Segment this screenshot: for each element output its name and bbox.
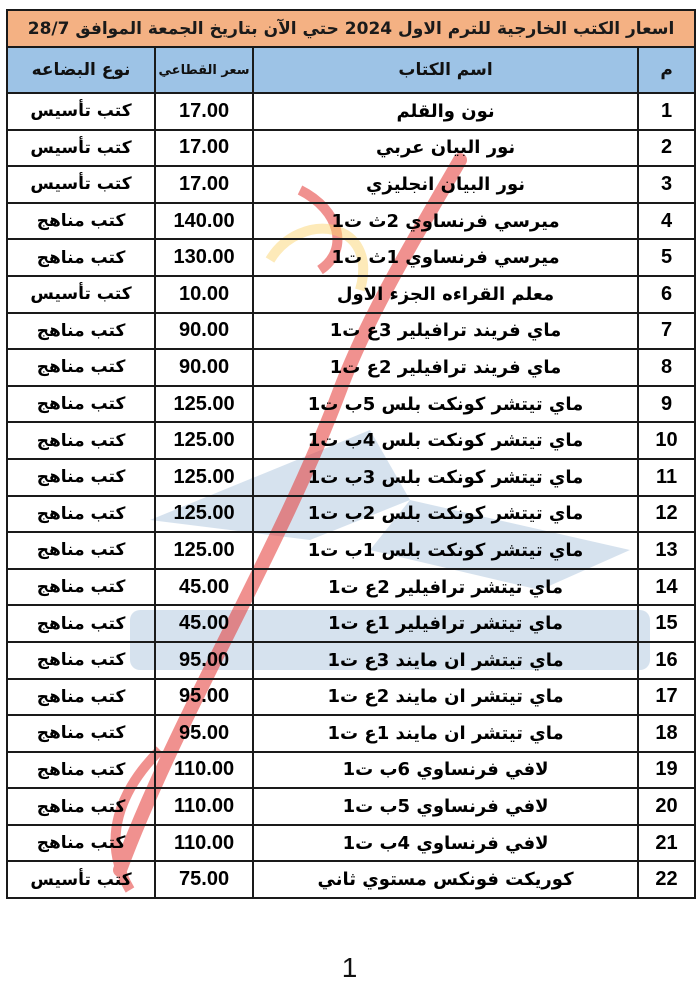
book-name: ماي تيتشر ترافيلير 1ع ت1 [253,605,638,642]
row-index: 18 [638,715,695,752]
unit-price: 125.00 [155,496,253,533]
unit-price: 90.00 [155,349,253,386]
unit-price: 110.00 [155,788,253,825]
goods-type: كتب مناهج [7,203,155,240]
table-row [7,679,695,716]
book-name: نور البيان عربي [253,130,638,167]
row-index: 4 [638,203,695,240]
goods-type: كتب تأسيس [7,130,155,167]
row-index: 14 [638,569,695,606]
table-row [7,203,695,240]
book-name: ماي تيتشر كونكت بلس 1ب ت1 [253,532,638,569]
book-name: ماي تيتشر كونكت بلس 2ب ت1 [253,496,638,533]
table-row [7,642,695,679]
goods-type: كتب تأسيس [7,861,155,898]
row-index: 17 [638,679,695,716]
book-name: نون والقلم [253,93,638,130]
table-row [7,788,695,825]
row-index: 3 [638,166,695,203]
book-name: معلم القراءه الجزء الاول [253,276,638,313]
book-name: كوريكت فونكس مستوي ثاني [253,861,638,898]
unit-price: 17.00 [155,130,253,167]
book-name: ماي تيتشر كونكت بلس 5ب ت1 [253,386,638,423]
table-row [7,166,695,203]
table-row [7,532,695,569]
row-index: 6 [638,276,695,313]
goods-type: كتب مناهج [7,349,155,386]
unit-price: 45.00 [155,605,253,642]
goods-type: كتب تأسيس [7,276,155,313]
unit-price: 45.00 [155,569,253,606]
row-index: 8 [638,349,695,386]
book-name: ماي تيتشر ترافيلير 2ع ت1 [253,569,638,606]
unit-price: 75.00 [155,861,253,898]
column-header-unit-price: سعر القطاعي [155,47,253,93]
book-name: لافي فرنساوي 4ب ت1 [253,825,638,862]
page-number: 1 [341,952,358,983]
unit-price: 125.00 [155,532,253,569]
book-name: ماي تيتشر ان مايند 2ع ت1 [253,679,638,716]
row-index: 13 [638,532,695,569]
book-name: ماي تيتشر كونكت بلس 3ب ت1 [253,459,638,496]
table-row [7,386,695,423]
unit-price: 125.00 [155,459,253,496]
row-index: 10 [638,422,695,459]
book-name: ماي فريند ترافيلير 3ع ت1 [253,313,638,350]
goods-type: كتب مناهج [7,679,155,716]
unit-price: 125.00 [155,386,253,423]
column-header-index: م [638,47,695,93]
unit-price: 110.00 [155,825,253,862]
goods-type: كتب مناهج [7,715,155,752]
row-index: 9 [638,386,695,423]
column-header-book-name: اسم الكتاب [253,47,638,93]
row-index: 7 [638,313,695,350]
title-row [7,10,695,47]
unit-price: 125.00 [155,422,253,459]
book-name: ماي فريند ترافيلير 2ع ت1 [253,349,638,386]
goods-type: كتب مناهج [7,605,155,642]
goods-type: كتب مناهج [7,788,155,825]
price-sheet [6,9,694,899]
unit-price: 140.00 [155,203,253,240]
table-row [7,349,695,386]
unit-price: 95.00 [155,642,253,679]
table-row [7,130,695,167]
table-row [7,496,695,533]
goods-type: كتب مناهج [7,313,155,350]
row-index: 20 [638,788,695,825]
table-row [7,422,695,459]
row-index: 21 [638,825,695,862]
book-name: ميرسي فرنساوي 2ث ت1 [253,203,638,240]
unit-price: 95.00 [155,679,253,716]
table-body [7,93,695,898]
unit-price: 17.00 [155,166,253,203]
goods-type: كتب مناهج [7,569,155,606]
unit-price: 17.00 [155,93,253,130]
book-name: لافي فرنساوي 5ب ت1 [253,788,638,825]
row-index: 16 [638,642,695,679]
sheet-title: اسعار الكتب الخارجية للترم الاول 2024 حتي الآن بتاريخ الجمعة الموافق 28/7 [7,10,695,47]
table-row [7,605,695,642]
goods-type: كتب مناهج [7,752,155,789]
table-row [7,313,695,350]
table-row [7,239,695,276]
goods-type: كتب مناهج [7,239,155,276]
goods-type: كتب مناهج [7,459,155,496]
row-index: 15 [638,605,695,642]
column-header-goods-type: نوع البضاعه [7,47,155,93]
goods-type: كتب تأسيس [7,166,155,203]
book-name: ميرسي فرنساوي 1ث ت1 [253,239,638,276]
table-row [7,825,695,862]
unit-price: 130.00 [155,239,253,276]
unit-price: 90.00 [155,313,253,350]
table-row [7,715,695,752]
unit-price: 95.00 [155,715,253,752]
goods-type: كتب مناهج [7,642,155,679]
goods-type: كتب مناهج [7,422,155,459]
table-row [7,276,695,313]
goods-type: كتب مناهج [7,386,155,423]
header-row [7,47,695,93]
book-name: لافي فرنساوي 6ب ت1 [253,752,638,789]
table-row [7,569,695,606]
table-row [7,459,695,496]
book-name: ماي تيتشر ان مايند 1ع ت1 [253,715,638,752]
book-name: ماي تيتشر كونكت بلس 4ب ت1 [253,422,638,459]
row-index: 2 [638,130,695,167]
goods-type: كتب مناهج [7,825,155,862]
table-row [7,93,695,130]
goods-type: كتب تأسيس [7,93,155,130]
book-name: ماي تيتشر ان مايند 3ع ت1 [253,642,638,679]
table-row [7,752,695,789]
table-row [7,861,695,898]
unit-price: 110.00 [155,752,253,789]
price-table [6,9,696,899]
goods-type: كتب مناهج [7,532,155,569]
row-index: 12 [638,496,695,533]
row-index: 11 [638,459,695,496]
goods-type: كتب مناهج [7,496,155,533]
row-index: 1 [638,93,695,130]
row-index: 5 [638,239,695,276]
book-name: نور البيان انجليزي [253,166,638,203]
row-index: 22 [638,861,695,898]
row-index: 19 [638,752,695,789]
unit-price: 10.00 [155,276,253,313]
